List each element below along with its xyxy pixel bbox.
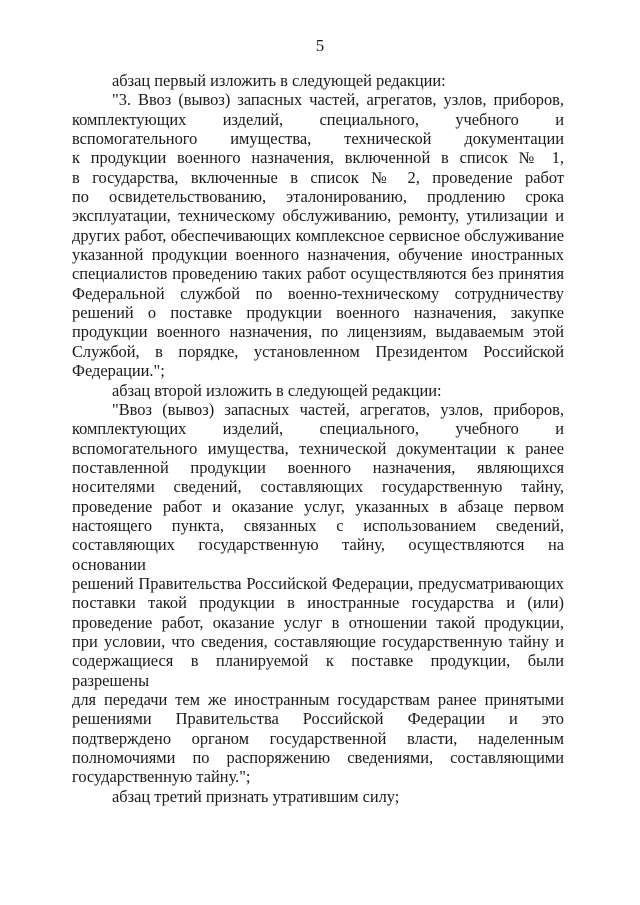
text-line: к продукции военного назначения, включенной в список № 1, <box>72 148 564 168</box>
paragraph-quote-1 <box>72 90 564 380</box>
text-line: решений о поставке продукции военного назначения, закупке <box>72 303 564 323</box>
text-line: поставленной продукции военного назначения, являющихся <box>72 457 564 477</box>
text-line: носителями сведений, составляющих государственную тайну, <box>72 477 564 497</box>
text-line: "3. Ввоз (вывоз) запасных частей, агрегатов, узлов, приборов, <box>112 90 564 110</box>
text-line: специалистов проведению таких работ осуществляются без принятия <box>72 264 564 284</box>
text-line: продукции военного назначения, по лицензиям, выдаваемым этой <box>72 322 564 342</box>
text-line: проведение работ и оказание услуг, указанных в абзаце первом <box>72 496 564 516</box>
text-line: вспомогательного имущества, технической документации к ранее <box>72 438 564 458</box>
text-line: составляющих государственную тайну, осуществляются на основании <box>72 535 564 574</box>
document-body <box>72 71 564 806</box>
paragraph-quote-2 <box>72 400 564 787</box>
text-line: полномочиями по распоряжению сведениями, составляющими <box>72 748 564 768</box>
text-line: решениями Правительства Российской Федерации и это <box>72 709 564 729</box>
text-line: решений Правительства Российской Федерации, предусматривающих <box>72 573 564 593</box>
text-line: при условии, что сведения, составляющие государственную тайну и <box>72 631 564 651</box>
paragraph-instruction-1 <box>72 71 564 90</box>
text-line: абзац первый изложить в следующей редакции: <box>112 71 446 90</box>
text-line: содержащиеся в планируемой к поставке продукции, были разрешены <box>72 651 564 690</box>
text-line: Федеральной службой по военно-техническому сотрудничеству <box>72 283 564 303</box>
text-line: по освидетельствованию, эталонированию, продлению срока <box>72 187 564 207</box>
text-line: Федерации."; <box>72 361 165 381</box>
text-line: в государства, включенные в список № 2, проведение работ <box>72 167 564 187</box>
text-line: комплектующих изделий, специального, учебного и <box>72 419 564 439</box>
text-line: вспомогательного имущества, технической документации <box>72 129 564 149</box>
page-number: 5 <box>315 36 325 55</box>
text-line: абзац второй изложить в следующей редакции: <box>112 380 442 400</box>
text-line: эксплуатации, техническому обслуживанию, ремонту, утилизации и <box>72 206 564 226</box>
text-line: Службой, в порядке, установленном Президентом Российской <box>72 341 564 361</box>
text-line: "Ввоз (вывоз) запасных частей, агрегатов, узлов, приборов, <box>112 399 564 419</box>
text-line: проведение работ, оказание услуг в отношении такой продукции, <box>72 612 564 632</box>
text-line: настоящего пункта, связанных с использованием сведений, <box>72 515 564 535</box>
text-line: для передачи тем же иностранным государствам ранее принятыми <box>72 690 564 709</box>
text-line: абзац третий признать утратившим силу; <box>112 786 400 806</box>
paragraph-instruction-2 <box>72 381 564 400</box>
text-line: указанной продукции военного назначения, обучение иностранных <box>72 245 564 265</box>
text-line: других работ, обеспечивающих комплексное сервисное обслуживание <box>72 225 564 245</box>
text-line: комплектующих изделий, специального, учебного и <box>72 109 564 129</box>
text-line: государственную тайну."; <box>72 767 251 787</box>
paragraph-instruction-3 <box>72 787 564 806</box>
text-line: подтверждено органом государственной власти, наделенным <box>72 728 564 748</box>
text-line: поставки такой продукции в иностранные государства и (или) <box>72 593 564 613</box>
